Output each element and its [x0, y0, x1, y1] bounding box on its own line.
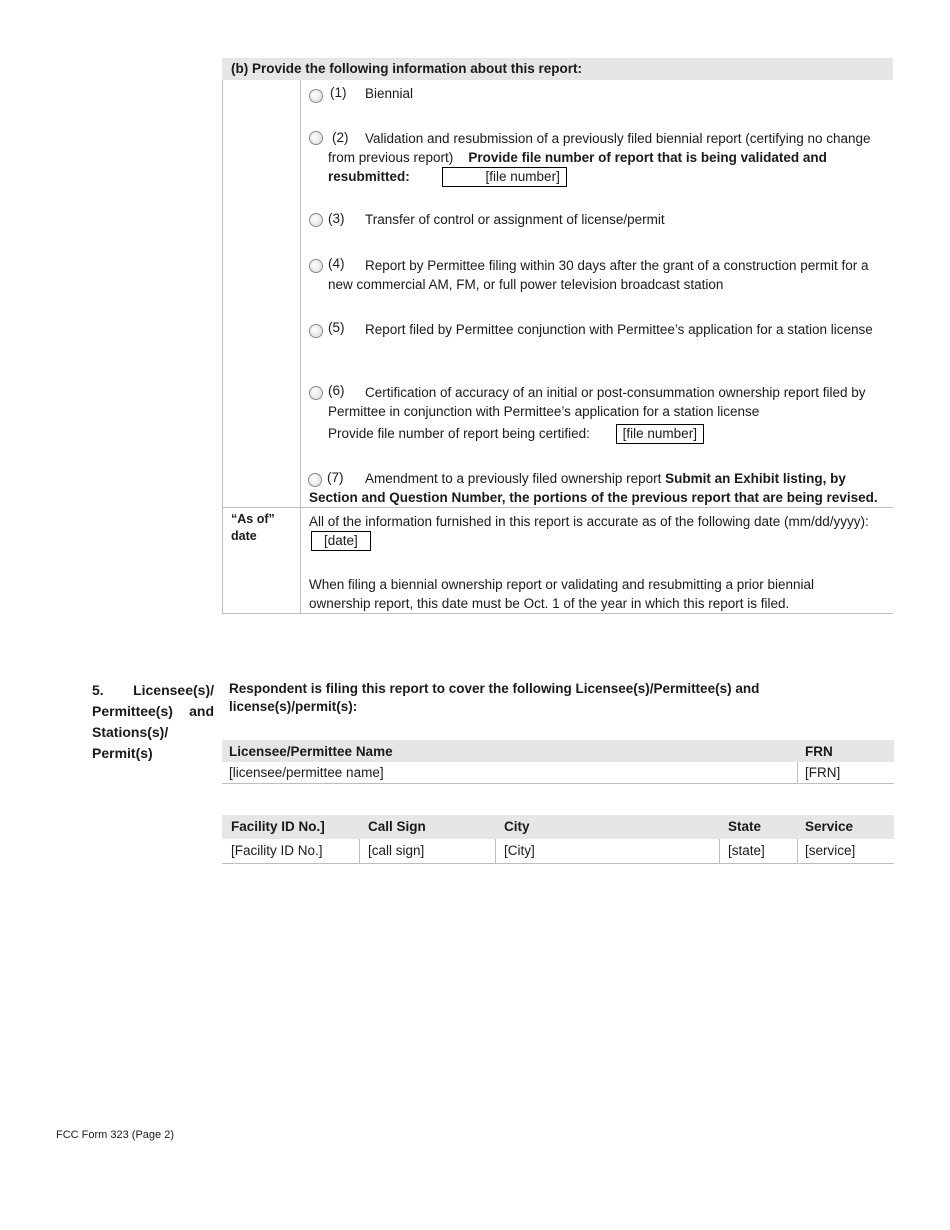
option-6-sub — [328, 424, 704, 444]
licensee-header-frn: FRN — [805, 744, 833, 759]
column-divider — [300, 80, 301, 613]
option-7-number: (7) — [327, 470, 344, 485]
option-1-number: (1) — [330, 85, 347, 100]
option-7-block — [309, 469, 893, 507]
radio-option-6[interactable] — [309, 386, 323, 400]
facility-header-city: City — [504, 819, 530, 834]
option-5-number: (5) — [328, 320, 345, 335]
call-sign-field[interactable]: [call sign] — [368, 843, 425, 858]
option-6-file-number-field[interactable]: [file number] — [616, 424, 704, 444]
option-6-number: (6) — [328, 383, 345, 398]
option-3-number: (3) — [328, 211, 345, 226]
option-3-text: Transfer of control or assignment of license/permit — [365, 212, 665, 227]
section-b-header: (b) Provide the following information about this report: — [231, 61, 582, 76]
section-5-title: 5. Licensee(s)/ Permittee(s) and Stations(s)/ Permit(s) — [92, 682, 214, 761]
radio-option-4[interactable] — [309, 259, 323, 273]
city-field[interactable]: [City] — [504, 843, 535, 858]
service-field[interactable]: [service] — [805, 843, 856, 858]
radio-option-3[interactable] — [309, 213, 323, 227]
option-2-text: Validation and resubmission of a previously filed biennial report (certifying no change from previous report) — [328, 131, 871, 165]
row-divider-bottom — [222, 613, 893, 614]
facility-header-callsign: Call Sign — [368, 819, 426, 834]
licensee-table-bottom — [222, 783, 894, 784]
row-divider-asof — [222, 507, 893, 508]
facility-header-state: State — [728, 819, 762, 834]
facility-col-divider-3 — [719, 839, 720, 863]
facility-table-bottom — [222, 863, 894, 864]
option-5-text: Report filed by Permittee conjunction with Permittee’s application for a station license — [365, 322, 873, 337]
option-6-text: Certification of accuracy of an initial or post-consummation ownership report filed by Permittee in conjunction with Permittee’s application for a station license — [328, 385, 866, 419]
radio-option-1[interactable] — [309, 89, 323, 103]
option-7-text: Amendment to a previously filed ownership report — [365, 471, 662, 486]
option-2-file-number-field[interactable]: [file number] — [442, 167, 567, 187]
as-of-date-field[interactable]: [date] — [311, 531, 371, 551]
option-4-text: Report by Permittee filing within 30 days after the grant of a construction permit for a new commercial AM, FM, or full power television broadcast station — [328, 258, 869, 292]
as-of-label: “As of” date — [231, 512, 275, 543]
radio-option-5[interactable] — [309, 324, 323, 338]
option-6-sub-label: Provide file number of report being certified: — [328, 426, 590, 441]
facility-col-divider-1 — [359, 839, 360, 863]
left-border — [222, 80, 223, 613]
licensee-col-divider — [797, 762, 798, 783]
as-of-statement: All of the information furnished in this report is accurate as of the following date (mm/dd/yyyy): — [309, 514, 869, 529]
state-field[interactable]: [state] — [728, 843, 765, 858]
page-footer: FCC Form 323 (Page 2) — [56, 1129, 174, 1141]
option-4-number: (4) — [328, 256, 345, 271]
facility-header-id: Facility ID No.] — [231, 819, 325, 834]
licensee-name-field[interactable]: [licensee/permittee name] — [229, 765, 384, 780]
facility-col-divider-4 — [797, 839, 798, 863]
option-2-block — [328, 129, 888, 187]
facility-header-service: Service — [805, 819, 854, 834]
as-of-text-2: When filing a biennial ownership report or validating and resubmitting a prior biennial ownership report, this date must be Oct. 1 of the year in which this report is filed. — [309, 577, 815, 611]
licensee-header-name: Licensee/Permittee Name — [229, 744, 393, 759]
as-of-text-1 — [309, 512, 869, 551]
facility-id-field[interactable]: [Facility ID No.] — [231, 843, 323, 858]
facility-col-divider-2 — [495, 839, 496, 863]
option-2-number: (2) — [332, 130, 349, 145]
section-5-intro: Respondent is filing this report to cover the following Licensee(s)/Permittee(s) and license(s)/permit(s): — [229, 681, 760, 714]
licensee-frn-field[interactable]: [FRN] — [805, 765, 841, 780]
option-1-text: Biennial — [365, 86, 414, 101]
radio-option-2[interactable] — [309, 131, 323, 145]
option-7-instruction: Submit an Exhibit listing, by Section and Question Number, the portions of the previous report that are being revised. — [309, 471, 878, 505]
option-2-instruction: Provide file number of report that is being validated and resubmitted: — [328, 150, 827, 184]
